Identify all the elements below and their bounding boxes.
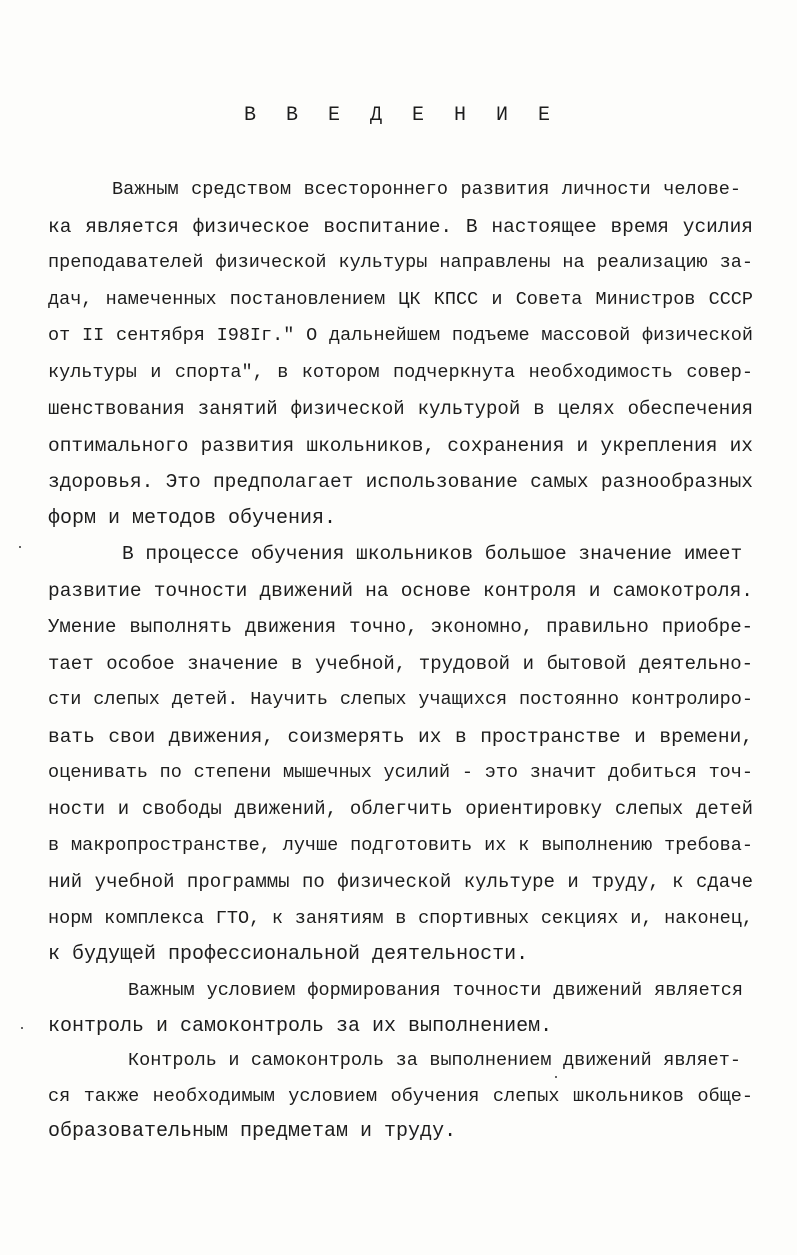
- text-line: развитие точности движений на основе контроля и самокотроля.: [48, 580, 753, 602]
- text-line: шенствования занятий физической культурой в целях обеспечения: [48, 398, 753, 420]
- text-line: ности и свободы движений, облегчить ориентировку слепых детей: [48, 798, 753, 820]
- text-line: здоровья. Это предполагает использование самых разнообразных: [48, 471, 753, 493]
- text-line: в макропространстве, лучше подготовить их к выполнению требова-: [48, 835, 753, 856]
- text-line: Важным условием формирования точности движений является: [128, 980, 743, 1001]
- text-line: вать свои движения, соизмерять их в пространстве и времени,: [48, 726, 753, 748]
- scan-speck: [555, 1076, 557, 1078]
- text-line: норм комплекса ГТО, к занятиям в спортивных секциях и, наконец,: [48, 908, 753, 929]
- text-line: к будущей профессиональной деятельности.: [48, 943, 529, 966]
- text-line: В процессе обучения школьников большое значение имеет: [122, 543, 743, 565]
- text-line: ний учебной программы по физической культуре и труду, к сдаче: [48, 871, 753, 893]
- text-line: контроль и самоконтроль за их выполнением.: [48, 1015, 553, 1038]
- text-line: культуры и спорта", в котором подчеркнута необходимость совер-: [48, 362, 753, 383]
- text-line: Умение выполнять движения точно, экономно, правильно приобре-: [48, 616, 753, 638]
- text-line: преподавателей физической культуры направлены на реализацию за-: [48, 252, 753, 273]
- text-line: от II сентября I98Iг." О дальнейшем подъеме массовой физической: [48, 325, 753, 346]
- text-line: ся также необходимым условием обучения слепых школьников обще-: [48, 1086, 753, 1107]
- text-line: ка является физическое воспитание. В настоящее время усилия: [48, 216, 753, 238]
- text-line: оценивать по степени мышечных усилий - это значит добиться точ-: [48, 762, 753, 783]
- text-line: оптимального развития школьников, сохранения и укрепления их: [48, 435, 753, 457]
- text-line: тает особое значение в учебной, трудовой и бытовой деятельно-: [48, 653, 753, 675]
- text-line: образовательным предметам и труду.: [48, 1120, 457, 1143]
- text-line: форм и методов обучения.: [48, 507, 337, 530]
- scan-speck: [19, 546, 21, 548]
- text-line: Важным средством всестороннего развития личности челове-: [112, 179, 741, 200]
- text-line: дач, намеченных постановлением ЦК КПСС и Совета Министров СССР: [48, 289, 753, 310]
- scan-speck: [21, 1027, 23, 1029]
- text-line: сти слепых детей. Научить слепых учащихся постоянно контролиро-: [48, 689, 753, 710]
- document-title: В В Е Д Е Н И Е: [243, 104, 560, 127]
- text-line: Контроль и самоконтроль за выполнением движений являет-: [128, 1050, 741, 1071]
